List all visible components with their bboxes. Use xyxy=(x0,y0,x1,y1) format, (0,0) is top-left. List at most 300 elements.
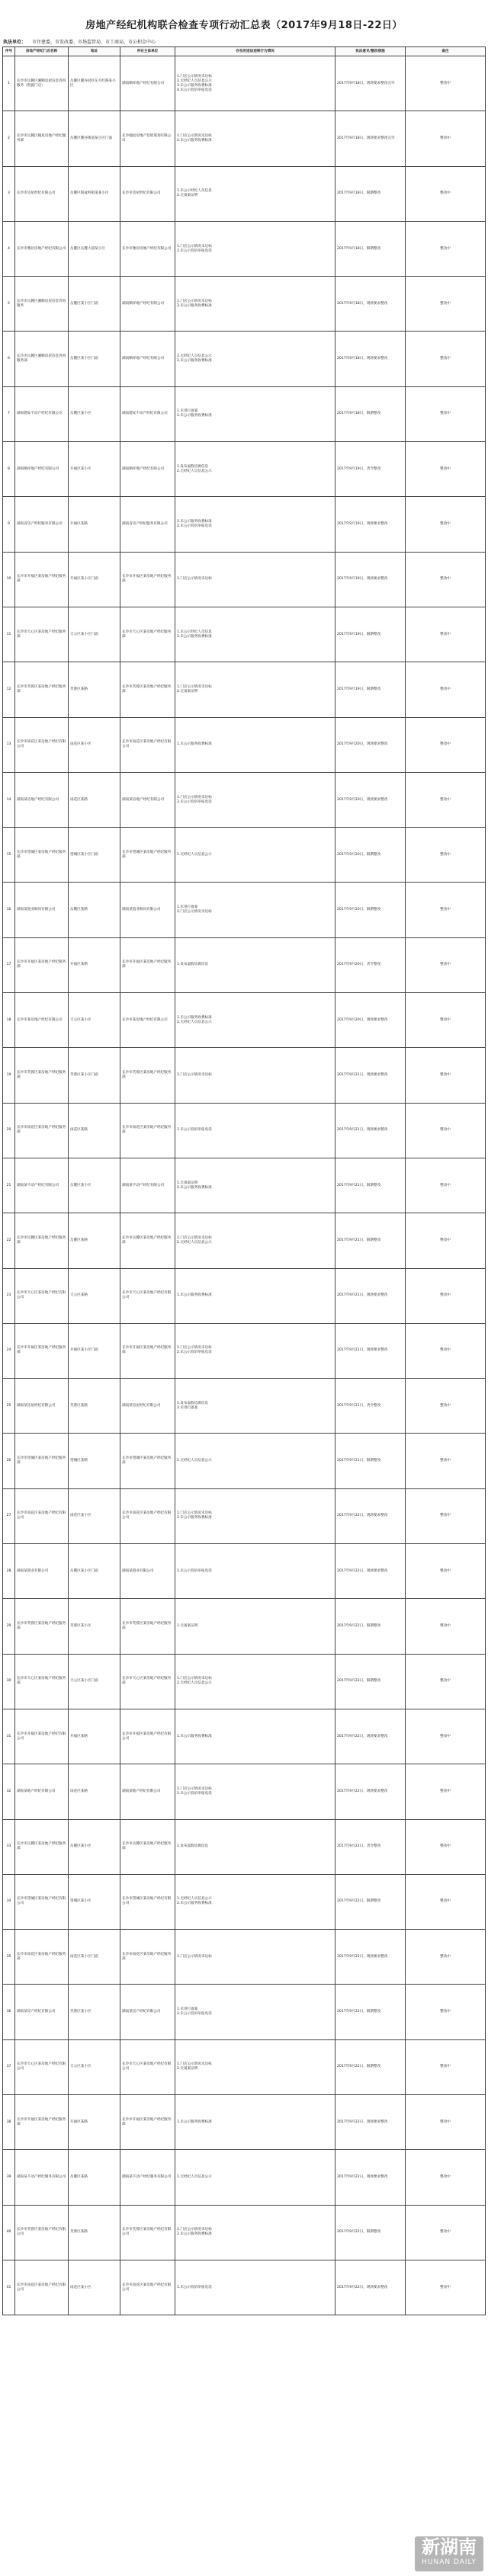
cell-action: 2017年9月22日，现场要求整改 xyxy=(336,1544,406,1599)
table-body xyxy=(3,56,486,2315)
cell-action: 2017年9月18日，现场要求整改完毕 xyxy=(336,56,406,111)
cell-store-name: 长沙市开福区某房地产经纪服务部 xyxy=(15,1323,69,1378)
cell-address: 天心区某小区 xyxy=(69,2039,120,2094)
cell-company: 长沙市望城区某房地产经纪有限公司 xyxy=(120,1874,175,1929)
cell-company: 长沙市雨花区某房地产经纪有限公司 xyxy=(120,2260,175,2315)
cell-address: 雨花区某路 xyxy=(69,1764,120,1819)
cell-remark: 整改中 xyxy=(406,552,486,607)
cell-action: 2017年9月20日，限期整改 xyxy=(336,883,406,937)
header-company: 所在主体单位 xyxy=(120,47,175,56)
header-address: 地址 xyxy=(69,47,120,56)
table-row xyxy=(3,2260,486,2315)
cell-remark: 整改中 xyxy=(406,2260,486,2315)
cell-address: 芙蓉区某路 xyxy=(69,662,120,717)
cell-no: 11 xyxy=(3,607,15,662)
cell-remark: 整改中 xyxy=(406,1930,486,1985)
table-row xyxy=(3,1874,486,1929)
cell-remark: 整改中 xyxy=(406,332,486,386)
cell-action: 2017年9月20日，限期整改 xyxy=(336,828,406,883)
cell-issues: 1.无经纪人员信息公示 2.未公示服务收费标准 xyxy=(175,332,336,386)
cell-action: 2017年9月20日，责令整改 xyxy=(336,937,406,992)
cell-action: 2017年9月21日，限期整改 xyxy=(336,1158,406,1213)
cell-action: 2017年9月22日，现场要求整改 xyxy=(336,1764,406,1819)
cell-action: 2017年9月18日，限期整改 xyxy=(336,386,406,441)
cell-company: 长沙市天心区某房地产经纪有限公司 xyxy=(120,2039,175,2094)
cell-issues: 1.未公示投诉举报电话 xyxy=(175,1544,336,1599)
cell-no: 33 xyxy=(3,1819,15,1874)
cell-no: 6 xyxy=(3,332,15,386)
cell-address: 开福区某路 xyxy=(69,497,120,552)
cell-address: 岳麓区某路 xyxy=(69,1213,120,1268)
cell-issues: 1.门店公示情况未达标 xyxy=(175,1930,336,1985)
cell-remark: 整改中 xyxy=(406,1323,486,1378)
cell-store-name: 长沙市天心区某房地产经纪服务部 xyxy=(15,607,69,662)
cell-action: 2017年9月21日，现场要求整改 xyxy=(336,1268,406,1323)
header-remark: 备注 xyxy=(406,47,486,56)
cell-company: 长沙市雨花区某房地产经纪有限公司 xyxy=(120,1488,175,1543)
cell-store-name: 湖南德安不动产经纪有限公司 xyxy=(15,386,69,441)
cell-issues: 1.未进行备案 2.未公示投诉举报电话 xyxy=(175,1985,336,2039)
table-row xyxy=(3,386,486,441)
cell-remark: 整改中 xyxy=(406,56,486,111)
cell-address: 岳麓区某小区门面 xyxy=(69,1544,120,1599)
cell-issues: 1.无备案证明 xyxy=(175,1599,336,1654)
cell-address: 岳麓区某小区 xyxy=(69,386,120,441)
cell-store-name: 湖南省房产经纪服务有限公司 xyxy=(15,497,69,552)
cell-company: 长沙翰星房地产营销策划有限公司 xyxy=(120,111,175,166)
cell-action: 2017年9月20日，现场要求整改 xyxy=(336,993,406,1048)
cell-issues: 1.发布虚假房源信息 2.无经纪人员信息公示 xyxy=(175,442,336,497)
watermark-logo-en: HUNAN DAILY xyxy=(422,2558,477,2566)
cell-issues: 1.门店公示情况未达标 2.未公示投诉举报电话 xyxy=(175,1323,336,1378)
cell-address: 开福区某小区门面 xyxy=(69,552,120,607)
cell-address: 芙蓉区某小区 xyxy=(69,1599,120,1654)
cell-company: 长沙市天心区某房地产经纪服务部 xyxy=(120,607,175,662)
cell-issues: 1.门店公示情况未达标 xyxy=(175,1048,336,1103)
cell-store-name: 长沙市开福区某房地产经纪服务部 xyxy=(15,937,69,992)
table-header xyxy=(3,47,486,56)
cell-remark: 整改中 xyxy=(406,1874,486,1929)
table-row xyxy=(3,607,486,662)
table-row xyxy=(3,497,486,552)
cell-company: 长沙市雨花区某房地产经纪服务部 xyxy=(120,1103,175,1158)
cell-company: 湖南省房产经纪服务有限公司 xyxy=(120,497,175,552)
table-row xyxy=(3,828,486,883)
cell-action: 2017年9月22日，限期整改 xyxy=(336,2039,406,2094)
cell-company: 长沙市雨花区某房地产经纪有限公司 xyxy=(120,717,175,772)
cell-store-name: 长沙市开福区某房地产经纪服务部 xyxy=(15,552,69,607)
cell-company: 湖南某房产经纪有限公司 xyxy=(120,1985,175,2039)
table-row xyxy=(3,332,486,386)
cell-no: 16 xyxy=(3,883,15,937)
cell-address: 天心区某小区 xyxy=(69,993,120,1048)
cell-address: 雨花区某小区门面 xyxy=(69,1930,120,1985)
cell-no: 3 xyxy=(3,166,15,221)
cell-action: 2017年9月22日，限期整改 xyxy=(336,1654,406,1709)
cell-company: 长沙市岳麓区某房地产经纪服务部 xyxy=(120,1819,175,1874)
cell-no: 27 xyxy=(3,1488,15,1543)
cell-store-name: 长沙市芙蓉区某房地产经纪有限公司 xyxy=(15,2205,69,2260)
cell-remark: 整改中 xyxy=(406,221,486,276)
cell-address: 芙蓉区某小区 xyxy=(69,1985,120,2039)
cell-issues: 1.未公示服务收费标准 2.未公示投诉举报电话 xyxy=(175,497,336,552)
cell-company: 湖南某地产经纪有限公司 xyxy=(120,1764,175,1819)
cell-address: 岳麓区岳麓大道某小区 xyxy=(69,221,120,276)
cell-action: 2017年9月22日，现场要求整改 xyxy=(336,2260,406,2315)
newspaper-watermark xyxy=(415,2536,483,2571)
cell-company: 长沙市望城区某房地产经纪服务部 xyxy=(120,1434,175,1488)
cell-action: 2017年9月19日，限期整改 xyxy=(336,607,406,662)
cell-address: 岳麓区某小区门面 xyxy=(69,277,120,332)
cell-issues: 1.发布虚假房源信息 xyxy=(175,937,336,992)
table-row xyxy=(3,1544,486,1599)
cell-store-name: 湖南某置业有限公司 xyxy=(15,1544,69,1599)
cell-no: 17 xyxy=(3,937,15,992)
table-row xyxy=(3,883,486,937)
cell-company: 长沙市芙蓉区某房地产经纪服务部 xyxy=(120,662,175,717)
cell-store-name: 湖南某不动产经纪服务有限公司 xyxy=(15,2150,69,2205)
table-row xyxy=(3,937,486,992)
cell-issues: 1.门店公示情况未达标 2.无经纪人员信息公示 xyxy=(175,1654,336,1709)
cell-address: 芙蓉区某路 xyxy=(69,1379,120,1434)
cell-company: 长沙市雅居房地产经纪有限公司 xyxy=(120,221,175,276)
cell-remark: 整改中 xyxy=(406,277,486,332)
watermark-logo-cn: 新湖南 xyxy=(422,2536,477,2558)
cell-address: 岳麓区麓谷街道某小区门面 xyxy=(69,111,120,166)
cell-no: 31 xyxy=(3,1709,15,1764)
table-row xyxy=(3,1930,486,1985)
cell-company: 长沙市开福区某房地产经纪有限公司 xyxy=(120,1709,175,1764)
cell-address: 望城区某小区门面 xyxy=(69,828,120,883)
cell-remark: 整改中 xyxy=(406,1434,486,1488)
cell-company: 湖南某置业顾问有限公司 xyxy=(120,883,175,937)
cell-no: 15 xyxy=(3,828,15,883)
cell-issues: 1.未进行备案 2.门店公示情况未达标 xyxy=(175,883,336,937)
cell-remark: 整改中 xyxy=(406,497,486,552)
table-row xyxy=(3,1048,486,1103)
cell-remark: 整改中 xyxy=(406,1654,486,1709)
cell-no: 20 xyxy=(3,1103,15,1158)
cell-action: 2017年9月21日，现场要求整改 xyxy=(336,1048,406,1103)
cell-store-name: 长沙市房屋经纪有限公司 xyxy=(15,166,69,221)
cell-no: 36 xyxy=(3,1985,15,2039)
cell-company: 长沙市开福区某房地产经纪服务部 xyxy=(120,552,175,607)
cell-store-name: 长沙市雅居房地产经纪有限公司 xyxy=(15,221,69,276)
cell-remark: 整改中 xyxy=(406,1819,486,1874)
cell-address: 开福区某路 xyxy=(69,937,120,992)
cell-issues: 1.未公示服务收费标准 2.无经纪人员信息公示 xyxy=(175,993,336,1048)
cell-action: 2017年9月18日，限期整改 xyxy=(336,166,406,221)
table-row xyxy=(3,2094,486,2149)
cell-store-name: 湖南某房地产经纪有限公司 xyxy=(15,772,69,827)
table-row xyxy=(3,111,486,166)
table-row xyxy=(3,1488,486,1543)
cell-remark: 整改中 xyxy=(406,772,486,827)
cell-remark: 整改中 xyxy=(406,111,486,166)
cell-remark: 整改中 xyxy=(406,1488,486,1543)
cell-company: 湖南德安不动产经纪有限公司 xyxy=(120,386,175,441)
cell-address: 开福区某路 xyxy=(69,1709,120,1764)
cell-action: 2017年9月18日，现场要求整改完毕 xyxy=(336,111,406,166)
enforcement-units xyxy=(3,38,156,45)
cell-remark: 整改中 xyxy=(406,2205,486,2260)
cell-issues: 1.门店公示情况未达标 2.未公示服务收费标准 xyxy=(175,277,336,332)
cell-no: 9 xyxy=(3,497,15,552)
cell-no: 22 xyxy=(3,1213,15,1268)
cell-issues: 1.未公示投诉举报电话 xyxy=(175,2260,336,2315)
cell-issues: 1.无经纪人员信息公示 xyxy=(175,2150,336,2205)
cell-no: 23 xyxy=(3,1268,15,1323)
cell-action: 2017年9月21日，现场要求整改 xyxy=(336,1103,406,1158)
cell-remark: 整改中 xyxy=(406,1268,486,1323)
cell-action: 2017年9月20日，现场要求整改 xyxy=(336,717,406,772)
cell-address: 芙蓉区某小区门面 xyxy=(69,1048,120,1103)
table-row xyxy=(3,56,486,111)
cell-remark: 整改中 xyxy=(406,1103,486,1158)
cell-issues: 1.未公示投诉举报电话 xyxy=(175,1103,336,1158)
cell-no: 14 xyxy=(3,772,15,827)
cell-action: 2017年9月20日，现场要求整改 xyxy=(336,772,406,827)
cell-company: 湖南顺祥地产经纪有限公司 xyxy=(120,442,175,497)
table-row xyxy=(3,1379,486,1434)
cell-action: 2017年9月22日，现场要求整改 xyxy=(336,1930,406,1985)
cell-action: 2017年9月22日，现场要求整改 xyxy=(336,2094,406,2149)
cell-company: 湖南某不动产经纪服务有限公司 xyxy=(120,2150,175,2205)
cell-issues: 1.无备案证明 2.未公示服务收费标准 xyxy=(175,1158,336,1213)
cell-no: 7 xyxy=(3,386,15,441)
cell-no: 4 xyxy=(3,221,15,276)
cell-store-name: 长沙市芙蓉区某房地产经纪服务部 xyxy=(15,1599,69,1654)
cell-store-name: 长沙市岳麓区湘顺房屋信息咨询服务（凯旋门店） xyxy=(15,56,69,111)
cell-no: 35 xyxy=(3,1930,15,1985)
cell-store-name: 长沙市雨花区某房地产经纪有限公司 xyxy=(15,2260,69,2315)
header-store-name: 房地产经纪门店名称 xyxy=(15,47,69,56)
cell-store-name: 湖南某地产经纪有限公司 xyxy=(15,1764,69,1819)
cell-company: 湖南顺祥地产经纪有限公司 xyxy=(120,56,175,111)
cell-address: 天心区某路 xyxy=(69,1268,120,1323)
cell-address: 岳麓区某小区 xyxy=(69,1158,120,1213)
cell-address: 岳麓区某小区 xyxy=(69,1819,120,1874)
cell-company: 长沙市开福区某房地产经纪服务部 xyxy=(120,937,175,992)
cell-company: 湖南某不动产经纪有限公司 xyxy=(120,1158,175,1213)
cell-company: 长沙市芙蓉区某房地产经纪有限公司 xyxy=(120,2205,175,2260)
cell-issues: 1.门店公示情况未达标 2.未公示投诉举报电话 xyxy=(175,221,336,276)
cell-action: 2017年9月22日，限期整改 xyxy=(336,1874,406,1929)
cell-address: 开福区某小区 xyxy=(69,442,120,497)
table-row xyxy=(3,1819,486,1874)
table-row xyxy=(3,1599,486,1654)
cell-issues: 1.门店公示情况未达标 2.未公示服务收费标准 xyxy=(175,2205,336,2260)
cell-action: 2017年9月22日，限期整改 xyxy=(336,2205,406,2260)
cell-store-name: 长沙市天心区某房地产经纪有限公司 xyxy=(15,1268,69,1323)
cell-company: 湖南某置业有限公司 xyxy=(120,1544,175,1599)
table-row xyxy=(3,166,486,221)
cell-remark: 整改中 xyxy=(406,1709,486,1764)
cell-no: 8 xyxy=(3,442,15,497)
cell-issues: 1.无经纪人员信息公示 xyxy=(175,828,336,883)
cell-issues: 1.未公示服务收费标准 xyxy=(175,2094,336,2149)
cell-no: 26 xyxy=(3,1434,15,1488)
cell-company: 长沙市房屋经纪有限公司 xyxy=(120,166,175,221)
cell-no: 40 xyxy=(3,2205,15,2260)
cell-store-name: 长沙市望城区某房地产经纪服务部 xyxy=(15,1434,69,1488)
cell-store-name: 长沙市某房地产经纪有限公司 xyxy=(15,993,69,1048)
cell-address: 天心区某小区门面 xyxy=(69,1654,120,1709)
cell-remark: 整改中 xyxy=(406,883,486,937)
cell-company: 长沙市开福区某房地产经纪服务部 xyxy=(120,1323,175,1378)
cell-company: 湖南顺祥地产经纪有限公司 xyxy=(120,277,175,332)
cell-no: 41 xyxy=(3,2260,15,2315)
cell-issues: 1.发布虚假房源信息 xyxy=(175,1819,336,1874)
cell-store-name: 长沙市天心区某房地产经纪有限公司 xyxy=(15,2039,69,2094)
cell-company: 长沙市天心区某房地产经纪服务部 xyxy=(120,1654,175,1709)
cell-no: 30 xyxy=(3,1654,15,1709)
cell-issues: 1.门店公示情况未达标 xyxy=(175,552,336,607)
cell-store-name: 长沙市天心区某房地产经纪服务部 xyxy=(15,1654,69,1709)
cell-no: 37 xyxy=(3,2039,15,2094)
cell-store-name: 长沙市岳麓区湘顺房屋信息咨询服务部 xyxy=(15,332,69,386)
cell-address: 天心区某小区门面 xyxy=(69,607,120,662)
cell-company: 长沙市芙蓉区某房地产经纪服务部 xyxy=(120,1048,175,1103)
cell-company: 长沙市天心区某房地产经纪有限公司 xyxy=(120,1268,175,1323)
cell-action: 2017年9月21日，现场要求整改 xyxy=(336,1323,406,1378)
cell-company: 长沙市雨花区某房地产经纪服务部 xyxy=(120,1930,175,1985)
cell-issues: 1.门店公示情况未达标 2.无备案证明 xyxy=(175,2039,336,2094)
cell-issues: 1.未进行备案 2.未公示服务收费标准 xyxy=(175,386,336,441)
cell-issues: 1.无经纪人员信息公示 2.未公示服务收费标准 xyxy=(175,1874,336,1929)
table-row xyxy=(3,1158,486,1213)
cell-address: 雨花区某小区 xyxy=(69,2260,120,2315)
cell-no: 25 xyxy=(3,1379,15,1434)
table-row xyxy=(3,2150,486,2205)
cell-company: 湖南某房屋经纪有限公司 xyxy=(120,1379,175,1434)
table-row xyxy=(3,993,486,1048)
cell-remark: 整改中 xyxy=(406,662,486,717)
cell-store-name: 长沙市芙蓉区某房地产经纪服务部 xyxy=(15,1048,69,1103)
table-row xyxy=(3,662,486,717)
cell-remark: 整改中 xyxy=(406,2150,486,2205)
enforcement-units-label: 执法单位： xyxy=(3,40,27,45)
table-row xyxy=(3,221,486,276)
cell-action: 2017年9月18日，现场要求整改 xyxy=(336,332,406,386)
cell-remark: 整改中 xyxy=(406,386,486,441)
cell-store-name: 湖南某置业顾问有限公司 xyxy=(15,883,69,937)
cell-issues: 1.门店公示情况未达标 2.未公示投诉举报电话 xyxy=(175,772,336,827)
cell-issues: 1.门店公示情况未达标 2.无经纪人员信息公示 xyxy=(175,1213,336,1268)
cell-no: 18 xyxy=(3,993,15,1048)
cell-store-name: 湖南某房产经纪有限公司 xyxy=(15,1985,69,2039)
cell-store-name: 长沙市岳麓区某房地产经纪服务部 xyxy=(15,1819,69,1874)
table-row xyxy=(3,442,486,497)
document-title: 房地产经纪机构联合检查专项行动汇总表（2017年9月18日-22日） xyxy=(85,20,403,31)
cell-remark: 整改中 xyxy=(406,607,486,662)
cell-no: 38 xyxy=(3,2094,15,2149)
cell-company: 长沙市开福区某房地产经纪服务部 xyxy=(120,2094,175,2149)
cell-company: 长沙市望城区某房地产经纪服务部 xyxy=(120,828,175,883)
cell-action: 2017年9月22日，限期整改 xyxy=(336,1985,406,2039)
cell-issues: 1.门店公示情况未达标 2.无备案证明 xyxy=(175,662,336,717)
cell-issues: 1.门店公示情况未达标 2.未公示服务收费标准 xyxy=(175,1488,336,1543)
cell-no: 12 xyxy=(3,662,15,717)
cell-action: 2017年9月21日，限期整改 xyxy=(336,1434,406,1488)
cell-action: 2017年9月19日，限期整改 xyxy=(336,662,406,717)
cell-issues: 1.门店公示情况未达标 2.未公示服务收费标准 xyxy=(175,111,336,166)
cell-remark: 整改中 xyxy=(406,1985,486,2039)
table-row xyxy=(3,277,486,332)
cell-remark: 整改中 xyxy=(406,828,486,883)
cell-store-name: 长沙市雨花区某房地产经纪服务部 xyxy=(15,1930,69,1985)
cell-company: 长沙市某房地产经纪有限公司 xyxy=(120,993,175,1048)
table-row xyxy=(3,1103,486,1158)
cell-no: 24 xyxy=(3,1323,15,1378)
cell-address: 岳麓区银盆岭街道某小区 xyxy=(69,166,120,221)
cell-remark: 整改中 xyxy=(406,2039,486,2094)
table-row xyxy=(3,1213,486,1268)
cell-action: 2017年9月18日，现场要求整改 xyxy=(336,277,406,332)
table-row xyxy=(3,1709,486,1764)
cell-action: 2017年9月21日，限期整改 xyxy=(336,1213,406,1268)
cell-address: 望城区某小区 xyxy=(69,1874,120,1929)
cell-issues: 1.门店公示情况未达标 2.无经纪人员信息公示 3.未公示服务收费标准 4.未公示投诉举报电话 xyxy=(175,56,336,111)
cell-store-name: 长沙市雨花区某房地产经纪有限公司 xyxy=(15,717,69,772)
cell-remark: 整改中 xyxy=(406,993,486,1048)
table-row xyxy=(3,2039,486,2094)
cell-address: 雨花区某小区 xyxy=(69,717,120,772)
cell-store-name: 长沙市雨花区某房地产经纪服务部 xyxy=(15,1103,69,1158)
header-issues: 存在的违法违规行为情况 xyxy=(175,47,336,56)
cell-issues: 1.未公示经纪人员信息 2.无备案证明 xyxy=(175,166,336,221)
cell-action: 2017年9月22日，责令整改 xyxy=(336,1819,406,1874)
cell-address: 芙蓉区某路 xyxy=(69,2205,120,2260)
cell-action: 2017年9月22日，现场要求整改 xyxy=(336,1709,406,1764)
cell-remark: 整改中 xyxy=(406,1544,486,1599)
cell-remark: 整改中 xyxy=(406,1379,486,1434)
cell-no: 34 xyxy=(3,1874,15,1929)
table-row xyxy=(3,772,486,827)
cell-no: 19 xyxy=(3,1048,15,1103)
cell-address: 雨花区某路 xyxy=(69,1103,120,1158)
cell-company: 湖南某房地产经纪有限公司 xyxy=(120,772,175,827)
enforcement-units-text: 市住建委、市发改委、市场监管局、市工商局、市公积金中心 xyxy=(31,40,156,45)
header-action: 执法意见/整改措施 xyxy=(336,47,406,56)
cell-remark: 整改中 xyxy=(406,717,486,772)
table-row xyxy=(3,2205,486,2260)
table-row xyxy=(3,1323,486,1378)
cell-no: 21 xyxy=(3,1158,15,1213)
cell-remark: 整改中 xyxy=(406,1048,486,1103)
header-no: 序号 xyxy=(3,47,15,56)
cell-action: 2017年9月18日，限期整改 xyxy=(336,221,406,276)
cell-remark: 整改中 xyxy=(406,1158,486,1213)
cell-address: 岳麓区麓谷园区东方红路某小区 xyxy=(69,56,120,111)
cell-address: 望城区某路 xyxy=(69,1434,120,1488)
table-row xyxy=(3,552,486,607)
cell-store-name: 长沙市望城区某房地产经纪有限公司 xyxy=(15,1874,69,1929)
cell-store-name: 湖南顺祥地产经纪有限公司 xyxy=(15,442,69,497)
cell-address: 岳麓区某小区门面 xyxy=(69,332,120,386)
cell-issues: 1.未公示服务收费标准 xyxy=(175,1709,336,1764)
cell-address: 开福区某小区门面 xyxy=(69,1323,120,1378)
cell-store-name: 长沙市开福区某房地产经纪有限公司 xyxy=(15,1709,69,1764)
cell-issues: 1.未公示经纪人员信息 2.未公示服务收费标准 xyxy=(175,607,336,662)
cell-remark: 整改中 xyxy=(406,1764,486,1819)
cell-remark: 整改中 xyxy=(406,1213,486,1268)
cell-no: 28 xyxy=(3,1544,15,1599)
cell-store-name: 长沙市开福区某房地产经纪服务部 xyxy=(15,2094,69,2149)
cell-remark: 整改中 xyxy=(406,2094,486,2149)
cell-issues: 1.未公示服务收费标准 xyxy=(175,1268,336,1323)
cell-company: 长沙市芙蓉区某房地产经纪服务部 xyxy=(120,1599,175,1654)
